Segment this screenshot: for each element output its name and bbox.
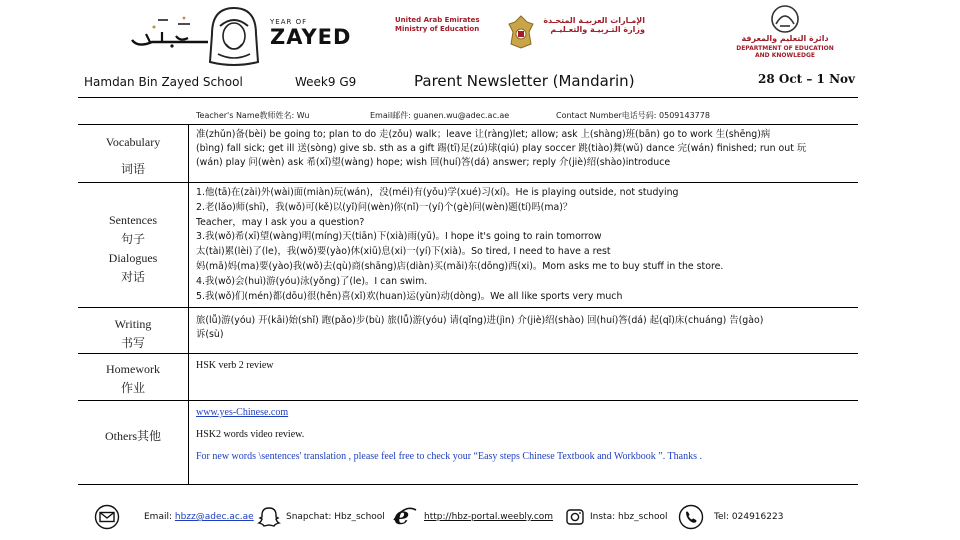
uae-emblem-icon [507,14,535,50]
column-divider [188,125,189,485]
moe-english-line-1: United Arab Emirates [395,16,480,24]
contact-number: Contact Number电话号码: 0509143778 [556,111,710,120]
homework-label-en: Homework [106,362,160,376]
vocabulary-line: (wán) play 问(wèn) ask 希(xī)望(wàng) hope; wish 回(huí)答(dá) answer; reply 介(jiè)绍(shào)introduce [196,157,671,169]
title-divider [78,97,858,98]
zayed-text: ZAYED [270,25,352,49]
sentences-label [78,211,188,287]
date-range: 28 Oct – 1 Nov [758,72,856,86]
writing-line: 旅(lǚ)游(yóu) 开(kāi)始(shǐ) 跑(pǎo)步(bù) 旅(lǚ)游(yóu) 请(qǐng)进(jìn) 介(jiè)绍(shào) 回(huí)答(dá) 起(qǐ)床(chuáng) 告(gào) [196,315,764,326]
writing-label-en: Writing [114,317,152,331]
footer-instagram: Insta: hbz_school [590,512,668,522]
sentences-label-en: Sentences [109,213,157,227]
snapchat-ghost-icon [256,504,282,530]
moe-arabic-line-2: وزارة التـربيـة والتعـليـم [550,25,645,34]
hsk-review-text: HSK2 words video review. [196,429,305,440]
vocabulary-label-cn: 词语 [120,162,145,176]
vocabulary-line: (bìng) fall sick; get ill 送(sòng) give sb. sth as a gift 踢(tī)足(zú)球(qiú) play soccer 跳(tiào)舞(wǔ) dance 完(wán) finished; run out 玩 [196,143,807,155]
homework-text: HSK verb 2 review [196,360,274,371]
dialogues-label-en: Dialogues [108,251,158,265]
year-of-zayed-logo [270,18,370,62]
translation-note: For new words \sentences' translation , please feel free to check your “Easy steps Chinese Textbook and Workbook ”. Thanks . [196,451,702,462]
year-of-text: YEAR OF [270,18,308,26]
vocabulary-label [78,133,188,179]
dialogues-label-cn: 对话 [120,270,145,284]
phone-icon [678,504,704,530]
footer-email-link[interactable]: hbzz@adec.ac.ae [174,512,254,522]
footer-telephone: Tel: 024916223 [714,512,784,522]
table-bottom-border [78,484,858,485]
sentences-label-cn: 句子 [120,232,145,246]
school-name: Hamdan Bin Zayed School [84,75,243,89]
sentence-line: 4.我(wǒ)会(huì)游(yóu)泳(yǒng)了(le)。I can swim. [196,275,428,287]
sentence-line: 1.他(tā)在(zài)外(wài)面(miàn)玩(wán)，没(méi)有(yǒu)学(xué)习(xí)。He is playing outside, not studying [196,187,679,198]
sentence-line: 太(tài)累(lèi)了(le)，我(wǒ)要(yào)休(xiū)息(xi)一(yí)下(xià)。So tired, I need to have a rest [196,246,611,258]
year-of-zayed-arabic-logo [128,14,213,50]
internet-explorer-icon [392,502,418,528]
ministry-of-education-logo [395,14,645,50]
sheikh-zayed-portrait-logo [204,4,264,66]
others-label: Others其他 [105,429,161,443]
row-divider [78,353,858,354]
sentence-line: 2.老(lǎo)师(shī)，我(wǒ)可(kě)以(yǐ)问(wèn)你(nǐ)一(yí)个(gè)问(wèn)题(tí)吗(ma)？ [196,201,573,213]
sentences-content [196,186,846,304]
homework-label-cn: 作业 [120,381,145,395]
teacher-name: Teacher's Name教师姓名: Wu [196,111,310,120]
row-divider [78,307,858,308]
instagram-icon [562,504,588,530]
sentence-line: 5.我(wǒ)们(mén)都(dōu)很(hěn)喜(xǐ)欢(huan)运(yùn)动(dòng)。We all like sports very much [196,290,623,302]
vocabulary-line: 准(zhǔn)备(bèi) be going to; plan to do 走(zǒu) walk；leave 让(ràng)let; allow; ask 上(shàng)班(bān) go to work 生(shēng)病 [196,129,771,140]
week-label: Week9 G9 [295,75,357,89]
vocabulary-content [196,128,846,171]
newsletter-title: Parent Newsletter (Mandarin) [414,72,635,90]
svg-text:e: e [394,502,410,530]
moe-arabic-line-1: الإمـارات العربيـة المتحـدة [543,16,645,25]
abu-dhabi-emblem-icon [768,4,802,34]
footer-email-prefix: Email: [144,512,173,522]
writing-label [78,315,188,353]
row-divider [78,400,858,401]
sentence-line: 妈(mā)妈(ma)要(yào)我(wǒ)去(qù)商(shāng)店(diàn)买(mǎi)东(dōng)西(xi)。Mom asks me to buy stuff in the store. [196,260,724,272]
footer-portal-link[interactable]: http://hbz-portal.weebly.com [424,512,554,522]
others-content [196,405,846,464]
writing-label-cn: 书写 [120,336,145,350]
adek-english-line-2: AND KNOWLEDGE [754,52,816,59]
writing-line: 诉(sù) [196,329,224,341]
adek-logo [710,4,860,64]
adek-arabic-name: دائرة التعليم والمعرفة [741,34,829,43]
sentence-line: Teacher，may I ask you a question? [196,216,365,228]
footer-snapchat: Snapchat: Hbz_school [286,512,385,522]
table-top-border [78,124,858,125]
vocabulary-label-en: Vocabulary [105,135,161,149]
adek-english-line-1: DEPARTMENT OF EDUCATION [736,45,834,52]
sentence-line: 3.我(wǒ)希(xī)望(wàng)明(míng)天(tiān)下(xià)雨(yǔ)。I hope it's going to rain tomorrow [196,231,602,243]
envelope-icon [94,504,120,530]
teacher-email: Email邮件: guanen.wu@adec.ac.ae [370,111,510,120]
homework-label [78,360,188,398]
yes-chinese-link[interactable]: www.yes-Chinese.com [196,407,289,418]
row-divider [78,182,858,183]
homework-content [196,359,846,373]
moe-english-line-2: Ministry of Education [395,25,480,33]
writing-content [196,314,846,342]
footer-email [144,512,254,522]
